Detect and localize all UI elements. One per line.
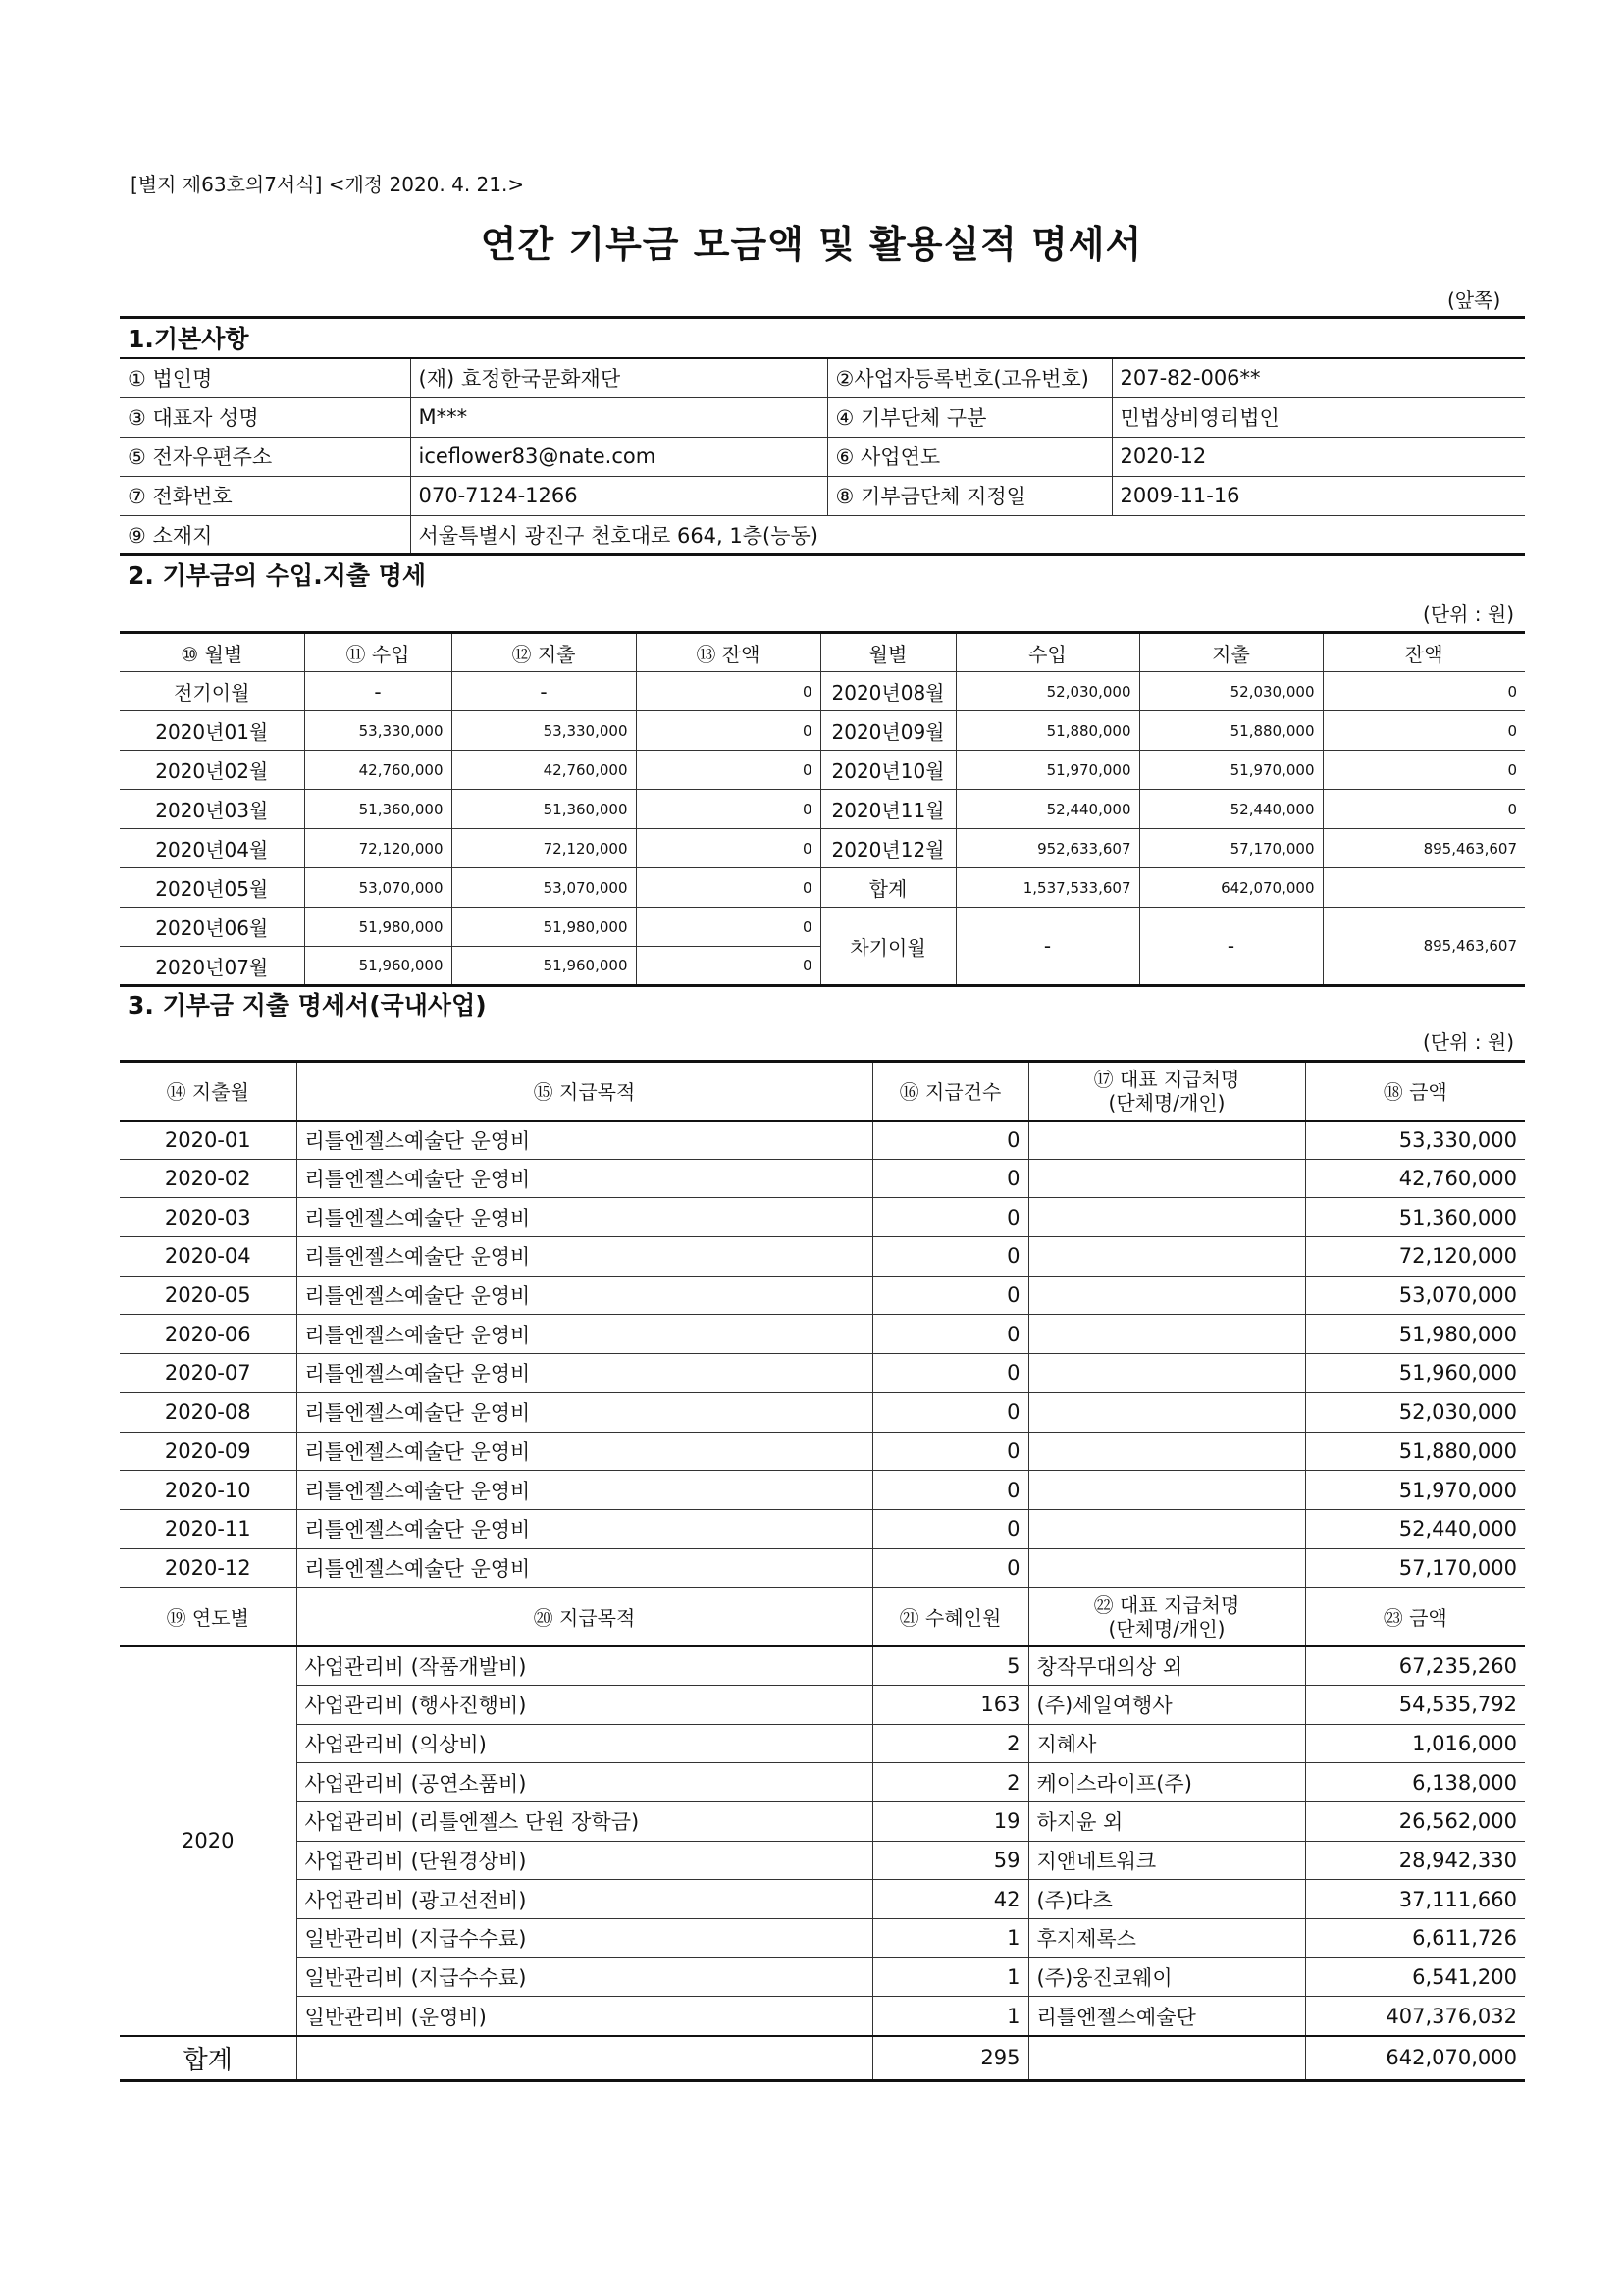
expense-month: 2020-04 (120, 1237, 296, 1277)
balance-cell: 0 (636, 868, 820, 908)
expense-purpose: 리틀엔젤스예술단 운영비 (296, 1509, 872, 1548)
beneficiary-count: 19 (872, 1802, 1028, 1842)
expense-amount: 72,120,000 (1305, 1237, 1525, 1277)
income-expense-row (120, 751, 1525, 790)
balance-cell: 0 (1323, 711, 1525, 751)
balance-cell: 0 (636, 711, 820, 751)
month-cell: 합계 (820, 868, 956, 908)
expense-month: 2020-10 (120, 1471, 296, 1510)
expense-month: 2020-07 (120, 1354, 296, 1393)
expense-detail-header (120, 1062, 1525, 1121)
month-cell: 2020년06월 (120, 908, 304, 947)
expense-amount: 52,440,000 (1305, 1509, 1525, 1548)
field-label: ⑦ 전화번호 (120, 476, 410, 515)
expense-amount: 52,030,000 (1305, 1392, 1525, 1432)
month-cell: 전기이월 (120, 672, 304, 711)
basic-info-row-address (120, 515, 1525, 554)
month-cell: 2020년04월 (120, 829, 304, 868)
column-header: ㉑ 수혜인원 (872, 1588, 1028, 1646)
expense-amount: 51,960,000 (1305, 1354, 1525, 1393)
expense-recipient (1028, 1432, 1305, 1471)
basic-info-row (120, 476, 1525, 515)
expense-recipient: 창작무대의상 외 (1028, 1646, 1305, 1686)
month-cell: 2020년10월 (820, 751, 956, 790)
expense-purpose: 일반관리비 (지급수수료) (296, 1919, 872, 1958)
balance-cell: 895,463,607 (1323, 829, 1525, 868)
recipient-header-line1: ⑰ 대표 지급처명 (1093, 1067, 1240, 1091)
yearly-expense-row (120, 1841, 1525, 1880)
month-cell: 2020년07월 (120, 947, 304, 986)
year-cell: 2020 (120, 1646, 296, 2036)
month-cell: 2020년09월 (820, 711, 956, 751)
expense-cell: 72,120,000 (451, 829, 636, 868)
expense-purpose: 사업관리비 (작품개발비) (296, 1646, 872, 1686)
basic-info-row (120, 397, 1525, 437)
expense-count: 0 (872, 1354, 1028, 1393)
expense-count: 0 (872, 1509, 1028, 1548)
balance-cell: 0 (636, 672, 820, 711)
yearly-expense-row (120, 1957, 1525, 1997)
beneficiary-count: 1 (872, 1997, 1028, 2036)
balance-cell: 0 (636, 947, 820, 986)
expense-purpose: 사업관리비 (광고선전비) (296, 1880, 872, 1919)
column-header-recipient (1028, 1588, 1305, 1646)
column-header: ⑩ 월별 (120, 633, 304, 672)
expense-month: 2020-12 (120, 1548, 296, 1588)
expense-amount: 1,016,000 (1305, 1724, 1525, 1763)
expense-purpose: 리틀엔젤스예술단 운영비 (296, 1237, 872, 1277)
beneficiary-count: 2 (872, 1724, 1028, 1763)
expense-recipient (1028, 1159, 1305, 1198)
expense-recipient: (주)웅진코웨이 (1028, 1957, 1305, 1997)
balance-cell: 0 (636, 751, 820, 790)
expense-cell: 642,070,000 (1139, 868, 1323, 908)
column-header: ⑪ 수입 (304, 633, 451, 672)
expense-purpose: 일반관리비 (운영비) (296, 1997, 872, 2036)
expense-recipient (1028, 1509, 1305, 1548)
expense-recipient (1028, 1315, 1305, 1354)
expense-amount: 28,942,330 (1305, 1841, 1525, 1880)
month-cell: 2020년05월 (120, 868, 304, 908)
yearly-expense-row (120, 1919, 1525, 1958)
form-reference: [별지 제63호의7서식] <개정 2020. 4. 21.> (131, 173, 525, 196)
yearly-expense-row (120, 1880, 1525, 1919)
income-expense-row (120, 711, 1525, 751)
recipient-header-line2: (단체명/개인) (1108, 1616, 1226, 1641)
expense-amount: 37,111,660 (1305, 1880, 1525, 1919)
monthly-expense-row (120, 1159, 1525, 1198)
expense-recipient (1028, 1237, 1305, 1277)
column-header: ⑱ 금액 (1305, 1062, 1525, 1121)
balance-cell (1323, 868, 1525, 908)
column-header: ⑯ 지급건수 (872, 1062, 1028, 1121)
field-label: ③ 대표자 성명 (120, 397, 410, 437)
expense-purpose: 리틀엔젤스예술단 운영비 (296, 1315, 872, 1354)
expense-purpose: 일반관리비 (지급수수료) (296, 1957, 872, 1997)
expense-count: 0 (872, 1471, 1028, 1510)
expense-recipient (1028, 1392, 1305, 1432)
expense-count: 0 (872, 1548, 1028, 1588)
monthly-expense-row (120, 1354, 1525, 1393)
beneficiary-count: 42 (872, 1880, 1028, 1919)
column-header: ⑭ 지출월 (120, 1062, 296, 1121)
balance-cell: 0 (636, 908, 820, 947)
month-cell: 2020년11월 (820, 790, 956, 829)
income-cell: 51,880,000 (956, 711, 1139, 751)
balance-cell: 0 (1323, 672, 1525, 711)
income-cell: 42,760,000 (304, 751, 451, 790)
income-expense-header (120, 633, 1525, 672)
expense-amount: 67,235,260 (1305, 1646, 1525, 1686)
field-label: ⑧ 기부금단체 지정일 (827, 476, 1112, 515)
expense-purpose: 리틀엔젤스예술단 운영비 (296, 1392, 872, 1432)
total-count: 295 (872, 2036, 1028, 2081)
yearly-expense-row (120, 1685, 1525, 1724)
expense-amount: 51,980,000 (1305, 1315, 1525, 1354)
balance-cell: 0 (1323, 751, 1525, 790)
income-cell: 51,970,000 (956, 751, 1139, 790)
income-cell: 952,633,607 (956, 829, 1139, 868)
carry-balance-cell: 895,463,607 (1323, 908, 1525, 986)
yearly-expense-row (120, 1997, 1525, 2036)
beneficiary-count: 163 (872, 1685, 1028, 1724)
column-header: ⑮ 지급목적 (296, 1062, 872, 1121)
beneficiary-count: 59 (872, 1841, 1028, 1880)
expense-amount: 57,170,000 (1305, 1548, 1525, 1588)
income-expense-row (120, 672, 1525, 711)
expense-count: 0 (872, 1159, 1028, 1198)
month-cell: 2020년08월 (820, 672, 956, 711)
expense-recipient (1028, 1354, 1305, 1393)
monthly-expense-row (120, 1276, 1525, 1315)
field-value: 2009-11-16 (1112, 476, 1525, 515)
expense-purpose: 사업관리비 (의상비) (296, 1724, 872, 1763)
expense-count: 0 (872, 1276, 1028, 1315)
basic-info-row (120, 358, 1525, 397)
expense-recipient: 후지제록스 (1028, 1919, 1305, 1958)
expense-recipient: 케이스라이프(주) (1028, 1763, 1305, 1802)
income-cell: 53,070,000 (304, 868, 451, 908)
expense-recipient (1028, 1198, 1305, 1237)
expense-amount: 26,562,000 (1305, 1802, 1525, 1842)
expense-month: 2020-01 (120, 1121, 296, 1160)
expense-recipient (1028, 1548, 1305, 1588)
expense-cell: 52,440,000 (1139, 790, 1323, 829)
total-recipient-empty (1028, 2036, 1305, 2081)
expense-amount: 6,138,000 (1305, 1763, 1525, 1802)
expense-cell: 52,030,000 (1139, 672, 1323, 711)
expense-month: 2020-09 (120, 1432, 296, 1471)
field-value: 070-7124-1266 (410, 476, 827, 515)
beneficiary-count: 5 (872, 1646, 1028, 1686)
field-label: ⑨ 소재지 (120, 515, 410, 554)
expense-cell: 51,880,000 (1139, 711, 1323, 751)
income-cell: 1,537,533,607 (956, 868, 1139, 908)
income-cell: 52,030,000 (956, 672, 1139, 711)
field-label: ⑤ 전자우편주소 (120, 437, 410, 476)
recipient-header-line1: ㉒ 대표 지급처명 (1093, 1592, 1240, 1617)
income-expense-row (120, 908, 1525, 947)
expense-purpose: 사업관리비 (단원경상비) (296, 1841, 872, 1880)
income-cell: - (304, 672, 451, 711)
month-cell: 2020년03월 (120, 790, 304, 829)
yearly-expense-row (120, 1724, 1525, 1763)
field-value: iceflower83@nate.com (410, 437, 827, 476)
carry-income-cell: - (956, 908, 1139, 986)
expense-month: 2020-08 (120, 1392, 296, 1432)
address-value: 서울특별시 광진구 천호대로 664, 1층(능동) (410, 515, 1525, 554)
income-expense-row (120, 829, 1525, 868)
income-cell: 72,120,000 (304, 829, 451, 868)
income-cell: 51,980,000 (304, 908, 451, 947)
expense-month: 2020-02 (120, 1159, 296, 1198)
expense-total-row (120, 2036, 1525, 2081)
expense-amount: 42,760,000 (1305, 1159, 1525, 1198)
expense-month: 2020-06 (120, 1315, 296, 1354)
column-header: 지출 (1139, 633, 1323, 672)
expense-recipient (1028, 1121, 1305, 1160)
expense-purpose: 리틀엔젤스예술단 운영비 (296, 1276, 872, 1315)
expense-count: 0 (872, 1121, 1028, 1160)
monthly-expense-row (120, 1509, 1525, 1548)
expense-recipient: 하지윤 외 (1028, 1802, 1305, 1842)
expense-count: 0 (872, 1432, 1028, 1471)
expense-detail-table (120, 1060, 1525, 2082)
carry-expense-cell: - (1139, 908, 1323, 986)
expense-purpose: 사업관리비 (리틀엔젤스 단원 장학금) (296, 1802, 872, 1842)
expense-amount: 54,535,792 (1305, 1685, 1525, 1724)
column-header: ⑳ 지급목적 (296, 1588, 872, 1646)
balance-cell: 0 (636, 790, 820, 829)
monthly-expense-row (120, 1548, 1525, 1588)
column-header: ㉓ 금액 (1305, 1588, 1525, 1646)
expense-cell: - (451, 672, 636, 711)
expense-month: 2020-11 (120, 1509, 296, 1548)
income-expense-table (120, 631, 1525, 987)
total-amount: 642,070,000 (1305, 2036, 1525, 2081)
expense-purpose: 리틀엔젤스예술단 운영비 (296, 1159, 872, 1198)
month-cell: 2020년12월 (820, 829, 956, 868)
section2-unit: (단위 : 원) (1423, 602, 1515, 626)
field-value: 2020-12 (1112, 437, 1525, 476)
expense-amount: 51,880,000 (1305, 1432, 1525, 1471)
yearly-expense-row (120, 1763, 1525, 1802)
monthly-expense-row (120, 1121, 1525, 1160)
section2-heading: 2. 기부금의 수입.지출 명세 (128, 561, 427, 590)
expense-purpose: 리틀엔젤스예술단 운영비 (296, 1198, 872, 1237)
yearly-expense-row (120, 1646, 1525, 1686)
monthly-expense-row (120, 1471, 1525, 1510)
expense-amount: 51,360,000 (1305, 1198, 1525, 1237)
balance-cell: 0 (636, 829, 820, 868)
basic-info-table (120, 357, 1525, 556)
yearly-expense-row (120, 1802, 1525, 1842)
expense-month: 2020-03 (120, 1198, 296, 1237)
income-expense-row (120, 790, 1525, 829)
expense-count: 0 (872, 1392, 1028, 1432)
monthly-expense-row (120, 1315, 1525, 1354)
income-cell: 51,960,000 (304, 947, 451, 986)
field-value: M*** (410, 397, 827, 437)
expense-amount: 6,541,200 (1305, 1957, 1525, 1997)
recipient-header-line2: (단체명/개인) (1108, 1090, 1226, 1115)
expense-count: 0 (872, 1237, 1028, 1277)
expense-amount: 51,970,000 (1305, 1471, 1525, 1510)
expense-cell: 53,070,000 (451, 868, 636, 908)
expense-cell: 42,760,000 (451, 751, 636, 790)
field-label: ⑥ 사업연도 (827, 437, 1112, 476)
expense-recipient: 지앤네트워크 (1028, 1841, 1305, 1880)
field-label: ④ 기부단체 구분 (827, 397, 1112, 437)
expense-purpose: 리틀엔젤스예술단 운영비 (296, 1548, 872, 1588)
basic-info-row (120, 437, 1525, 476)
income-expense-row (120, 868, 1525, 908)
section3-heading: 3. 기부금 지출 명세서(국내사업) (128, 991, 487, 1019)
expense-amount: 53,330,000 (1305, 1121, 1525, 1160)
expense-purpose: 리틀엔젤스예술단 운영비 (296, 1471, 872, 1510)
expense-recipient: 지혜사 (1028, 1724, 1305, 1763)
column-header-recipient (1028, 1062, 1305, 1121)
expense-cell: 51,360,000 (451, 790, 636, 829)
page-side-label: (앞쪽) (1447, 288, 1501, 312)
expense-amount: 53,070,000 (1305, 1276, 1525, 1315)
column-header: ⑫ 지출 (451, 633, 636, 672)
expense-amount: 6,611,726 (1305, 1919, 1525, 1958)
column-header: ⑲ 연도별 (120, 1588, 296, 1646)
page-title: 연간 기부금 모금액 및 활용실적 명세서 (480, 223, 1143, 266)
expense-recipient: (주)다츠 (1028, 1880, 1305, 1919)
beneficiary-count: 1 (872, 1957, 1028, 1997)
total-purpose-empty (296, 2036, 872, 2081)
carry-forward-label: 차기이월 (820, 908, 956, 986)
column-header: 월별 (820, 633, 956, 672)
expense-cell: 51,960,000 (451, 947, 636, 986)
expense-recipient: (주)세일여행사 (1028, 1685, 1305, 1724)
column-header: 수입 (956, 633, 1139, 672)
income-cell: 51,360,000 (304, 790, 451, 829)
expense-purpose: 사업관리비 (공연소품비) (296, 1763, 872, 1802)
column-header: ⑬ 잔액 (636, 633, 820, 672)
income-cell: 52,440,000 (956, 790, 1139, 829)
expense-purpose: 리틀엔젤스예술단 운영비 (296, 1354, 872, 1393)
section3-unit: (단위 : 원) (1423, 1030, 1515, 1054)
beneficiary-count: 1 (872, 1919, 1028, 1958)
beneficiary-count: 2 (872, 1763, 1028, 1802)
field-label: ②사업자등록번호(고유번호) (827, 358, 1112, 397)
balance-cell: 0 (1323, 790, 1525, 829)
field-value: (재) 효정한국문화재단 (410, 358, 827, 397)
total-label: 합계 (120, 2036, 296, 2081)
income-cell: 53,330,000 (304, 711, 451, 751)
expense-cell: 51,980,000 (451, 908, 636, 947)
field-value: 민법상비영리법인 (1112, 397, 1525, 437)
expense-amount: 407,376,032 (1305, 1997, 1525, 2036)
monthly-expense-row (120, 1237, 1525, 1277)
expense-recipient: 리틀엔젤스예술단 (1028, 1997, 1305, 2036)
field-label: ① 법인명 (120, 358, 410, 397)
expense-count: 0 (872, 1315, 1028, 1354)
yearly-expense-header (120, 1588, 1525, 1646)
field-value: 207-82-006** (1112, 358, 1525, 397)
expense-recipient (1028, 1276, 1305, 1315)
expense-recipient (1028, 1471, 1305, 1510)
column-header: 잔액 (1323, 633, 1525, 672)
month-cell: 2020년02월 (120, 751, 304, 790)
section1-heading: 1.기본사항 (128, 325, 249, 353)
expense-cell: 57,170,000 (1139, 829, 1323, 868)
expense-purpose: 사업관리비 (행사진행비) (296, 1685, 872, 1724)
expense-purpose: 리틀엔젤스예술단 운영비 (296, 1432, 872, 1471)
monthly-expense-row (120, 1198, 1525, 1237)
expense-count: 0 (872, 1198, 1028, 1237)
expense-cell: 53,330,000 (451, 711, 636, 751)
expense-cell: 51,970,000 (1139, 751, 1323, 790)
expense-month: 2020-05 (120, 1276, 296, 1315)
monthly-expense-row (120, 1392, 1525, 1432)
monthly-expense-row (120, 1432, 1525, 1471)
expense-purpose: 리틀엔젤스예술단 운영비 (296, 1121, 872, 1160)
month-cell: 2020년01월 (120, 711, 304, 751)
